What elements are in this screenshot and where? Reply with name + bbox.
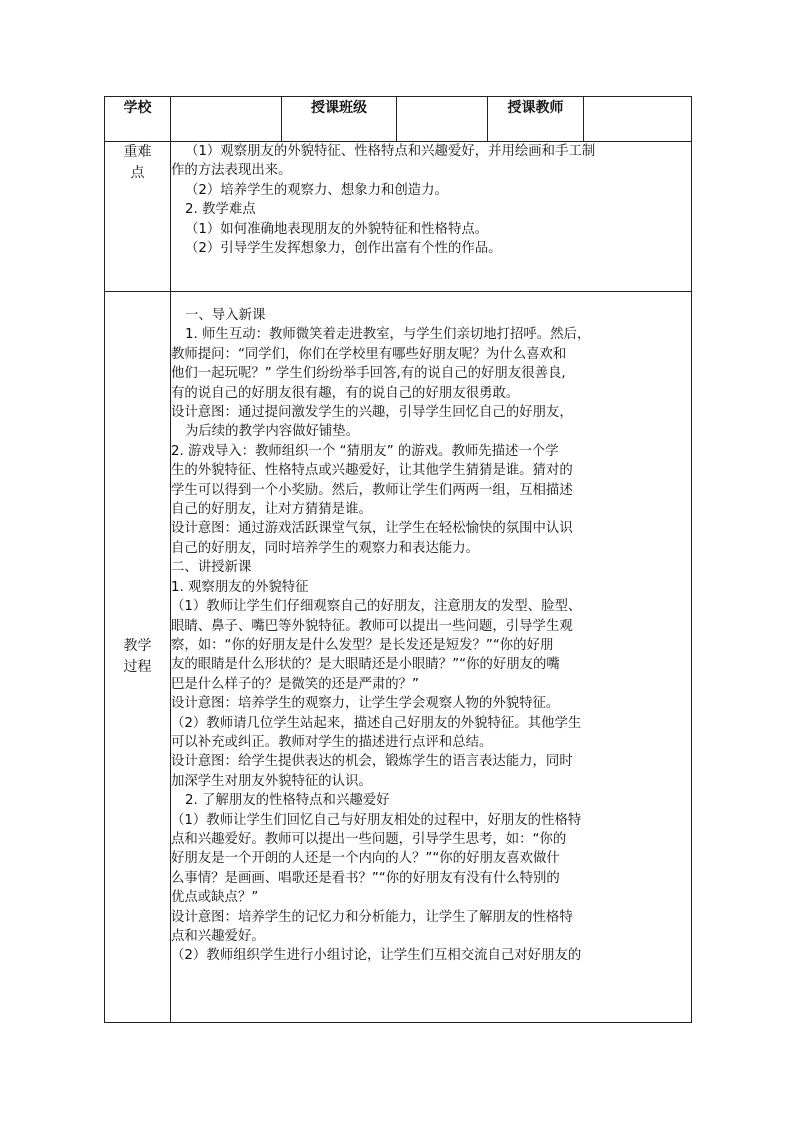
text-line: 察，如：“你的好朋友是什么发型？是长发还是短发？”“你的好朋 — [171, 637, 554, 653]
text-line: 2. 教学难点 — [185, 202, 256, 218]
text-line: 为后续的教学内容做好铺垫。 — [185, 424, 360, 440]
text-line: （1）如何准确地表现朋友的外貌特征和性格特点。 — [185, 221, 489, 237]
text-line: 加深学生对朋友外貌特征的认识。 — [171, 773, 372, 789]
text-line: 友的眼睛是什么形状的？是大眼睛还是小眼睛？”“你的好朋友的嘴 — [171, 657, 560, 673]
text-line: 设计意图：通过游戏活跃课堂气氛，让学生在轻松愉快的氛围中认识 — [171, 521, 573, 537]
school-label: 学校 — [105, 97, 171, 142]
text-line: 设计意图：通过提问激发学生的兴趣，引导学生回忆自己的好朋友， — [171, 405, 573, 421]
text-line: 1. 观察朋友的外貌特征 — [171, 579, 309, 595]
text-line: 可以补充或纠正。教师对学生的描述进行点评和总结。 — [171, 734, 493, 750]
process-label: 教学 过程 — [105, 292, 171, 1023]
text-line: 么事情？是画画、唱歌还是看书？”“你的好朋友有没有什么特别的 — [171, 870, 560, 886]
teacher-label: 授课教师 — [488, 97, 584, 142]
key-points-content — [171, 142, 692, 292]
text-line: （1）教师让学生们回忆自己与好朋友相处的过程中，好朋友的性格特 — [171, 812, 582, 828]
text-line: （2）培养学生的观察力、想象力和创造力。 — [185, 182, 448, 198]
text-line: 有的说自己的好朋友很有趣，有的说自己的好朋友很勇敢。 — [171, 385, 520, 401]
text-line: 作的方法表现出来。 — [171, 163, 292, 179]
text-line: （1）教师让学生们仔细观察自己的好朋友，注意朋友的发型、脸型、 — [171, 599, 582, 615]
text-line: 学生可以得到一个小奖励。然后，教师让学生们两两一组，互相描述 — [171, 482, 573, 498]
text-line: 设计意图：给学生提供表达的机会，锻炼学生的语言表达能力，同时 — [171, 754, 573, 770]
text-line: 设计意图：培养学生的记忆力和分析能力，让学生了解朋友的性格特 — [171, 909, 573, 925]
text-line: （2）教师请几位学生站起来，描述自己好朋友的外貌特征。其他学生 — [171, 715, 582, 731]
key-points-row — [105, 142, 692, 292]
class-label: 授课班级 — [282, 97, 397, 142]
text-line: 2. 了解朋友的性格特点和兴趣爱好 — [185, 793, 390, 809]
text-line: （2）引导学生发挥想象力，创作出富有个性的作品。 — [185, 241, 502, 257]
text-line: 点和兴趣爱好。教师可以提出一些问题，引导学生思考，如：“你的 — [171, 831, 567, 847]
process-content — [171, 292, 692, 1023]
key-points-label: 重难 点 — [105, 142, 171, 292]
text-line: 二、讲授新课 — [171, 560, 252, 576]
school-value — [171, 97, 282, 142]
lesson-plan-table — [104, 96, 692, 1023]
text-line: 他们一起玩呢？” 学生们纷纷举手回答,有的说自己的好朋友很善良, — [171, 366, 566, 382]
text-line: 生的外貌特征、性格特点或兴趣爱好，让其他学生猜猜是谁。猜对的 — [171, 463, 573, 479]
text-line: （1）观察朋友的外貌特征、性格特点和兴趣爱好，并用绘画和手工制 — [185, 144, 596, 159]
text-line: 优点或缺点？” — [171, 890, 259, 906]
text-line: 教师提问：“同学们，你们在学校里有哪些好朋友呢？为什么喜欢和 — [171, 346, 567, 362]
text-line: 巴是什么样子的？是微笑的还是严肃的？” — [171, 676, 419, 692]
text-line: 2. 游戏导入：教师组织一个 “猜朋友” 的游戏。教师先描述一个学 — [171, 443, 559, 459]
class-value — [397, 97, 488, 142]
teacher-value — [584, 97, 692, 142]
text-line: （2）教师组织学生进行小组讨论，让学生们互相交流自己对好朋友的 — [171, 948, 582, 964]
process-row — [105, 292, 692, 1023]
text-line: 点和兴趣爱好。 — [171, 929, 265, 944]
text-line: 1. 师生互动：教师微笑着走进教室，与学生们亲切地打招呼。然后， — [185, 327, 591, 343]
header-row — [105, 97, 692, 142]
text-line: 一、导入新课 — [185, 308, 266, 323]
text-line: 自己的好朋友，同时培养学生的观察力和表达能力。 — [171, 540, 479, 556]
text-line: 设计意图：培养学生的观察力，让学生学会观察人物的外貌特征。 — [171, 696, 560, 712]
text-line: 好朋友是一个开朗的人还是一个内向的人？”“你的好朋友喜欢做什 — [171, 851, 560, 867]
text-line: 眼睛、鼻子、嘴巴等外貌特征。教师可以提出一些问题，引导学生观 — [171, 618, 573, 634]
text-line: 自己的好朋友，让对方猜猜是谁。 — [171, 502, 372, 518]
